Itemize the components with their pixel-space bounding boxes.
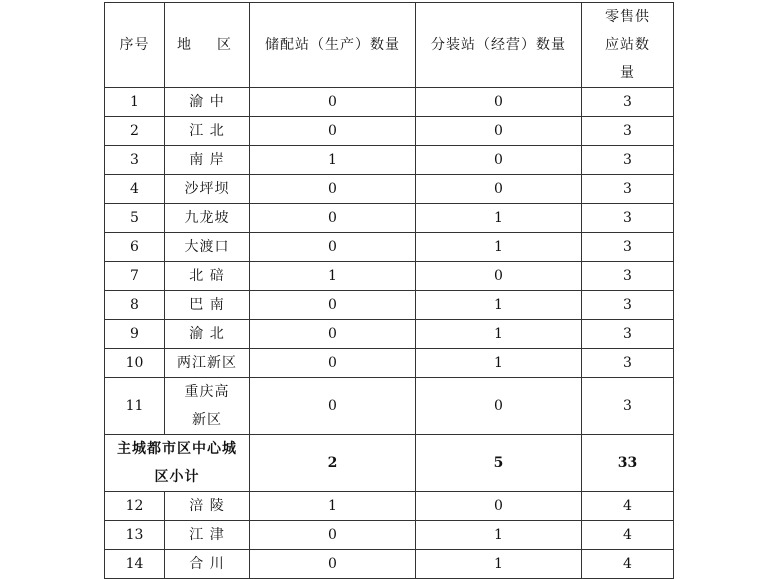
table-row (105, 146, 674, 175)
row-storage: 1 (250, 492, 416, 521)
row-storage: 0 (250, 117, 416, 146)
row-retail: 3 (582, 88, 674, 117)
table-row (105, 492, 674, 521)
row-region: 沙坪坝 (165, 175, 250, 204)
row-no: 6 (105, 233, 165, 262)
row-retail: 3 (582, 349, 674, 378)
row-retail: 3 (582, 233, 674, 262)
row-region: 大渡口 (165, 233, 250, 262)
header-row (105, 3, 674, 88)
header-region: 地 区 (165, 3, 250, 88)
row-no: 8 (105, 291, 165, 320)
header-subpack: 分装站（经营）数量 (416, 3, 582, 88)
row-subpack: 1 (416, 550, 582, 579)
row-retail: 3 (582, 146, 674, 175)
header-storage: 储配站（生产）数量 (250, 3, 416, 88)
header-no: 序号 (105, 3, 165, 88)
row-subpack: 0 (416, 175, 582, 204)
table-row (105, 204, 674, 233)
row-no: 9 (105, 320, 165, 349)
row-no: 14 (105, 550, 165, 579)
row-storage: 0 (250, 291, 416, 320)
subtotal-row (105, 435, 674, 492)
row-storage: 1 (250, 146, 416, 175)
row-storage: 0 (250, 88, 416, 117)
row-retail: 3 (582, 117, 674, 146)
subtotal-retail: 33 (582, 435, 674, 492)
row-region: 江 北 (165, 117, 250, 146)
row-retail: 3 (582, 204, 674, 233)
row-no: 2 (105, 117, 165, 146)
row-region: 渝 北 (165, 320, 250, 349)
row-subpack: 1 (416, 521, 582, 550)
row-retail: 4 (582, 550, 674, 579)
row-no: 10 (105, 349, 165, 378)
row-subpack: 0 (416, 492, 582, 521)
row-subpack: 1 (416, 233, 582, 262)
row-storage: 0 (250, 378, 416, 435)
row-subpack: 0 (416, 88, 582, 117)
row-region: 九龙坡 (165, 204, 250, 233)
subtotal-storage: 2 (250, 435, 416, 492)
table-row (105, 550, 674, 579)
row-region: 重庆高新区 (165, 378, 250, 435)
row-retail: 3 (582, 175, 674, 204)
table-row (105, 349, 674, 378)
table-row (105, 88, 674, 117)
row-region: 两江新区 (165, 349, 250, 378)
row-region: 涪 陵 (165, 492, 250, 521)
row-no: 5 (105, 204, 165, 233)
station-count-table (104, 2, 674, 579)
row-region: 巴 南 (165, 291, 250, 320)
row-region: 合 川 (165, 550, 250, 579)
header-retail: 零售供应站数量 (582, 3, 674, 88)
table-row (105, 521, 674, 550)
row-storage: 0 (250, 521, 416, 550)
row-storage: 0 (250, 320, 416, 349)
row-no: 1 (105, 88, 165, 117)
row-retail: 3 (582, 291, 674, 320)
row-no: 13 (105, 521, 165, 550)
row-region: 北 碚 (165, 262, 250, 291)
row-no: 3 (105, 146, 165, 175)
row-retail: 3 (582, 378, 674, 435)
table-row (105, 233, 674, 262)
table-row (105, 378, 674, 435)
row-subpack: 0 (416, 262, 582, 291)
row-retail: 4 (582, 521, 674, 550)
row-region: 南 岸 (165, 146, 250, 175)
table-row (105, 262, 674, 291)
row-subpack: 1 (416, 291, 582, 320)
subtotal-label: 主城都市区中心城区小计 (105, 435, 250, 492)
subtotal-subpack: 5 (416, 435, 582, 492)
table-row (105, 320, 674, 349)
row-retail: 4 (582, 492, 674, 521)
row-subpack: 1 (416, 349, 582, 378)
row-no: 7 (105, 262, 165, 291)
row-storage: 0 (250, 349, 416, 378)
row-region: 江 津 (165, 521, 250, 550)
row-retail: 3 (582, 320, 674, 349)
row-no: 4 (105, 175, 165, 204)
row-storage: 0 (250, 204, 416, 233)
row-storage: 1 (250, 262, 416, 291)
row-no: 11 (105, 378, 165, 435)
row-subpack: 1 (416, 204, 582, 233)
table-row (105, 175, 674, 204)
table-row (105, 117, 674, 146)
row-region: 渝 中 (165, 88, 250, 117)
row-no: 12 (105, 492, 165, 521)
table-row (105, 291, 674, 320)
row-storage: 0 (250, 550, 416, 579)
row-retail: 3 (582, 262, 674, 291)
row-storage: 0 (250, 233, 416, 262)
row-storage: 0 (250, 175, 416, 204)
row-subpack: 0 (416, 378, 582, 435)
row-subpack: 0 (416, 146, 582, 175)
row-subpack: 0 (416, 117, 582, 146)
row-subpack: 1 (416, 320, 582, 349)
